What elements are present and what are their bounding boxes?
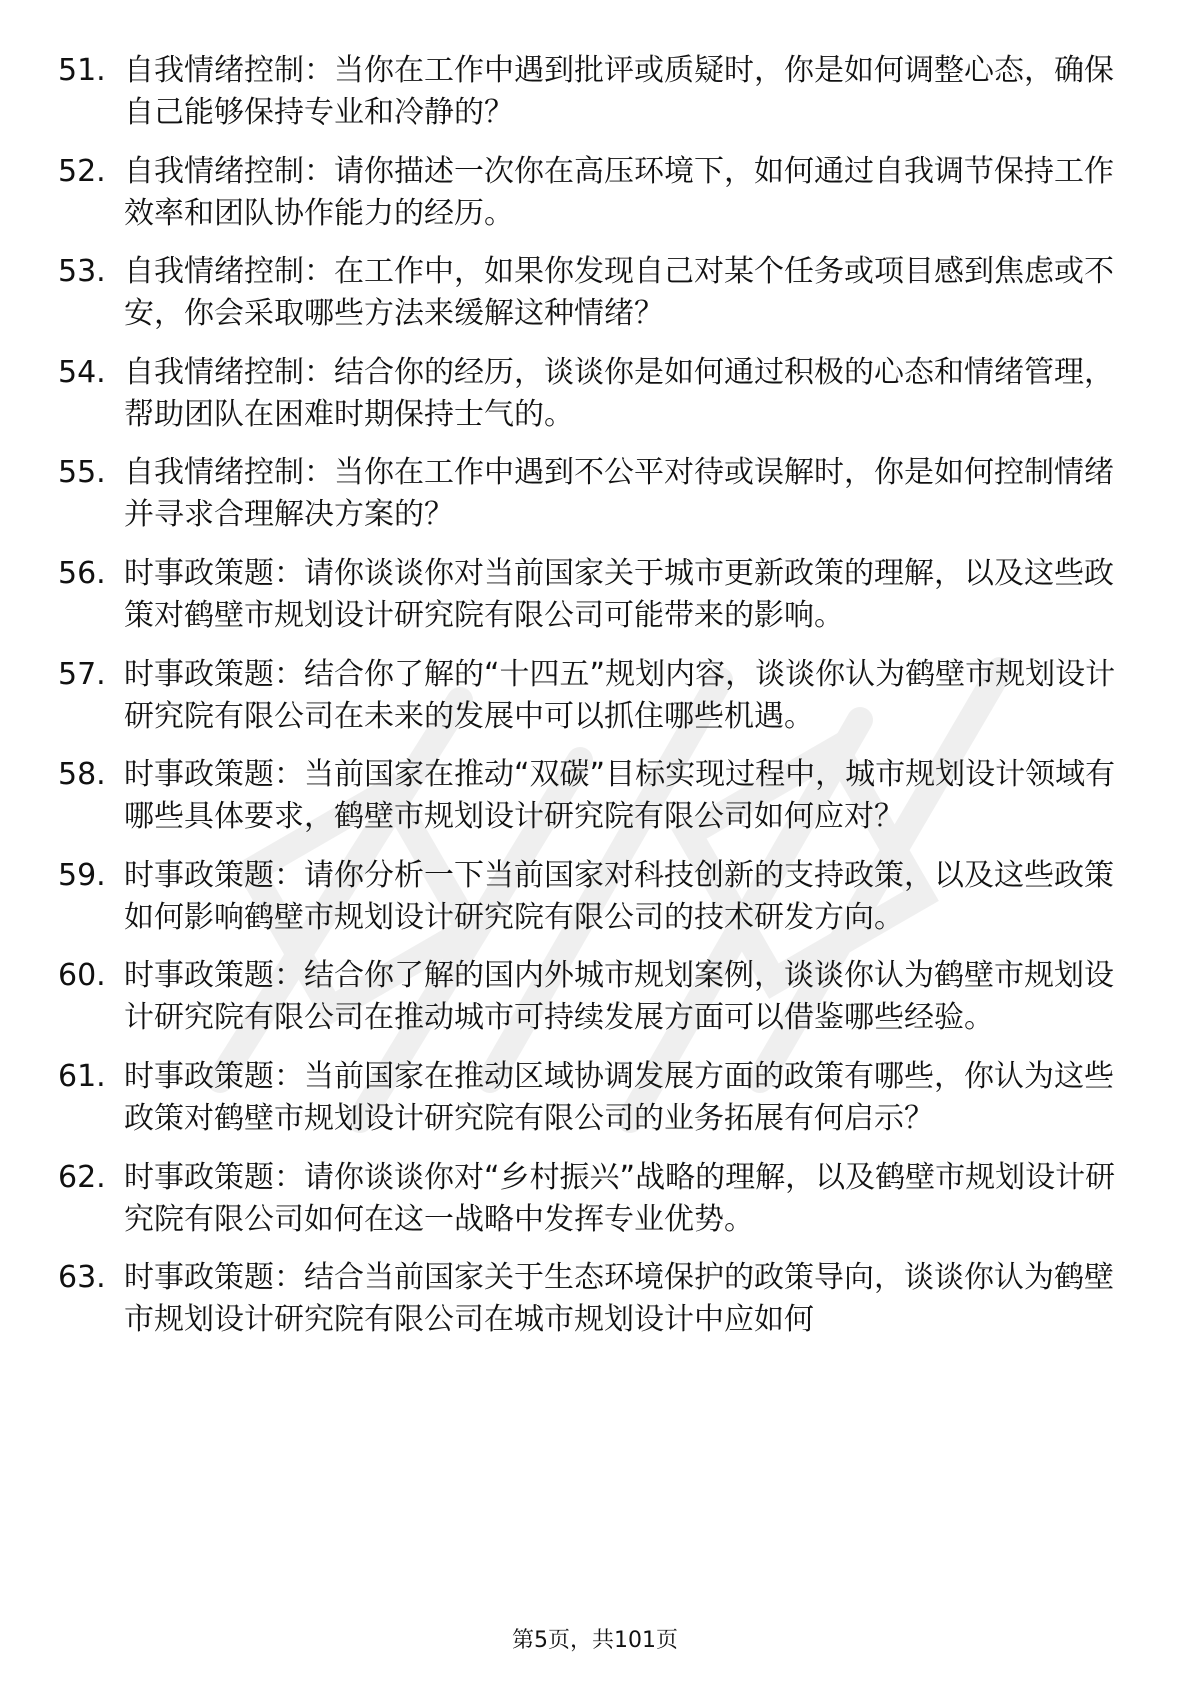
question-text: 时事政策题：结合你了解的“十四五”规划内容，谈谈你认为鹤壁市规划设计研究院有限公司在未来的发展中可以抓住哪些机遇。 bbox=[124, 656, 1116, 734]
question-item bbox=[58, 654, 1118, 738]
question-item bbox=[58, 553, 1118, 637]
question-text: 自我情绪控制：在工作中，如果你发现自己对某个任务或项目感到焦虑或不安，你会采取哪些方法来缓解这种情绪？ bbox=[124, 254, 1114, 332]
question-item bbox=[58, 1257, 1118, 1341]
question-number: 60. bbox=[58, 958, 106, 994]
question-list bbox=[58, 50, 1118, 1358]
question-item bbox=[58, 1157, 1118, 1241]
question-number: 61. bbox=[58, 1058, 106, 1094]
question-item bbox=[58, 452, 1118, 536]
question-item bbox=[58, 855, 1118, 939]
question-text: 时事政策题：请你谈谈你对当前国家关于城市更新政策的理解，以及这些政策对鹤壁市规划设计研究院有限公司可能带来的影响。 bbox=[124, 555, 1114, 633]
question-text: 时事政策题：结合当前国家关于生态环境保护的政策导向，谈谈你认为鹤壁市规划设计研究院有限公司在城市规划设计中应如何 bbox=[124, 1260, 1114, 1338]
question-text: 时事政策题：请你分析一下当前国家对科技创新的支持政策，以及这些政策如何影响鹤壁市规划设计研究院有限公司的技术研发方向。 bbox=[124, 857, 1114, 935]
question-number: 52. bbox=[58, 153, 106, 189]
question-item bbox=[58, 151, 1118, 235]
question-text: 自我情绪控制：当你在工作中遇到批评或质疑时，你是如何调整心态，确保自己能够保持专业和冷静的？ bbox=[124, 53, 1114, 130]
question-text: 自我情绪控制：请你描述一次你在高压环境下，如何通过自我调节保持工作效率和团队协作能力的经历。 bbox=[124, 153, 1114, 231]
question-text: 时事政策题：请你谈谈你对“乡村振兴”战略的理解，以及鹤壁市规划设计研究院有限公司如何在这一战略中发挥专业优势。 bbox=[124, 1159, 1116, 1237]
question-item bbox=[58, 1056, 1118, 1140]
question-number: 63. bbox=[58, 1260, 106, 1296]
question-item bbox=[58, 754, 1118, 838]
question-number: 57. bbox=[58, 656, 106, 692]
question-number: 51. bbox=[58, 53, 106, 88]
question-number: 56. bbox=[58, 555, 106, 591]
question-item bbox=[58, 50, 1118, 134]
question-item bbox=[58, 955, 1118, 1039]
question-item bbox=[58, 352, 1118, 436]
question-number: 54. bbox=[58, 354, 106, 390]
question-text: 时事政策题：当前国家在推动区域协调发展方面的政策有哪些，你认为这些政策对鹤壁市规划设计研究院有限公司的业务拓展有何启示？ bbox=[124, 1058, 1114, 1136]
question-text: 自我情绪控制：当你在工作中遇到不公平对待或误解时，你是如何控制情绪并寻求合理解决方案的？ bbox=[124, 455, 1114, 533]
page-footer: 第5页，共101页 bbox=[512, 1628, 678, 1653]
question-number: 58. bbox=[58, 757, 106, 793]
question-text: 时事政策题：结合你了解的国内外城市规划案例，谈谈你认为鹤壁市规划设计研究院有限公司在推动城市可持续发展方面可以借鉴哪些经验。 bbox=[124, 958, 1114, 1036]
question-number: 59. bbox=[58, 857, 106, 893]
question-number: 62. bbox=[58, 1159, 106, 1195]
question-text: 自我情绪控制：结合你的经历，谈谈你是如何通过积极的心态和情绪管理，帮助团队在困难时期保持士气的。 bbox=[124, 354, 1114, 432]
question-text: 时事政策题：当前国家在推动“双碳”目标实现过程中，城市规划设计领域有哪些具体要求，鹤壁市规划设计研究院有限公司如何应对？ bbox=[124, 757, 1116, 835]
question-number: 53. bbox=[58, 254, 106, 290]
question-item bbox=[58, 251, 1118, 335]
question-number: 55. bbox=[58, 455, 106, 491]
